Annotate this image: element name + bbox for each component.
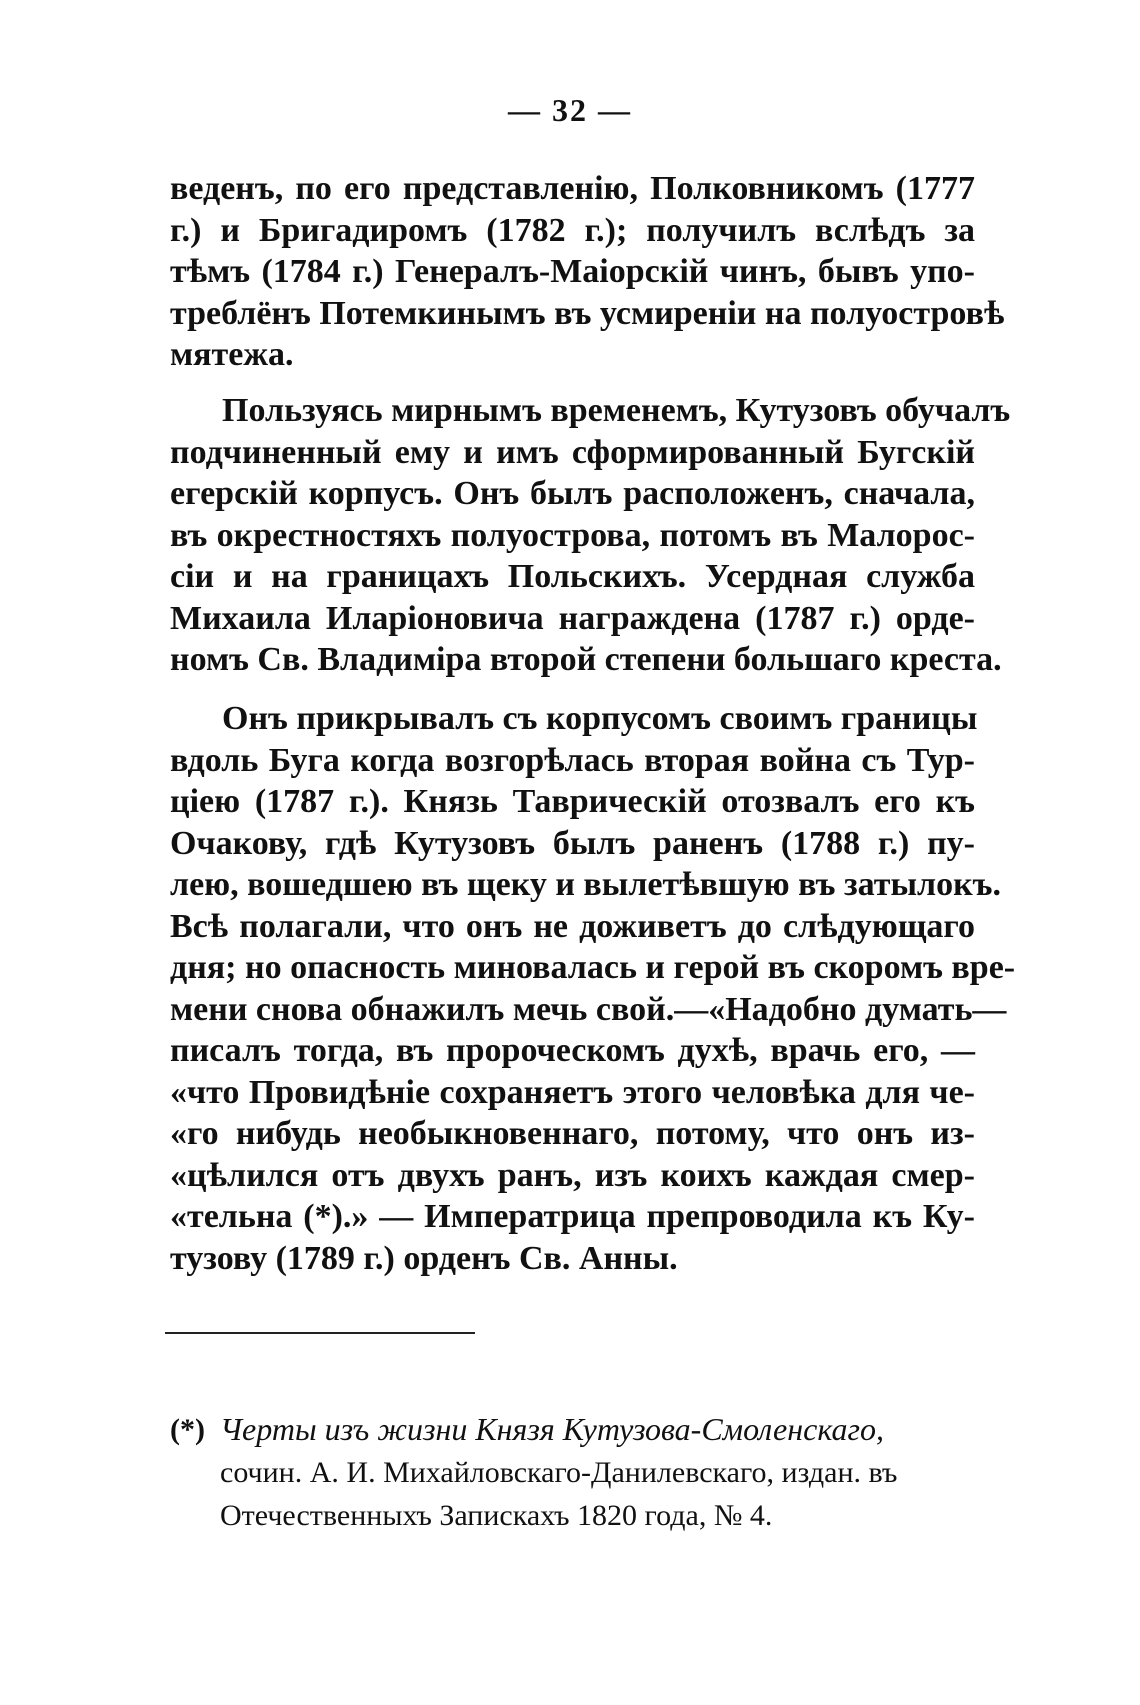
text-line: «цѣлился отъ двухъ ранъ, изъ коихъ каждая смер- [170,1156,975,1194]
text-line: Очакову, гдѣ Кутузовъ былъ раненъ (1788 г.) пу- [170,824,975,862]
text-line: въ окрестностяхъ полуострова, потомъ въ Малорос- [170,516,975,554]
text-line: писалъ тогда, въ пророческомъ духѣ, врачь его, — [170,1032,975,1069]
text-line: мятежа. [170,336,294,373]
paragraph-1 [170,168,1005,376]
footnote-author-line: сочин. А. И. Михайловскаго-Данилевскаго, издан. въ [220,1456,898,1489]
text-line: дня; но опасность миновалась и герой въ скоромъ вре- [170,949,1016,986]
page-number: — 32 — [508,92,632,128]
footnote-source-line: Отечественныхъ Запискахъ 1820 года, № 4. [220,1499,773,1532]
text-line: лею, вошедшею въ щеку и вылетѣвшую въ затылокъ. [170,866,1002,903]
text-line: треблёнъ Потемкинымъ въ усмиреніи на полуостровѣ [170,294,1005,332]
text-line: номъ Св. Владиміра второй степени большаго креста. [170,641,1002,678]
footnote [170,1408,980,1537]
text-line: Пользуясь мирнымъ временемъ, Кутузовъ обучалъ [222,392,1011,429]
text-line: веденъ, по его представленію, Полковникомъ (1777 [170,170,975,207]
paragraph-3 [170,698,1016,1279]
text-line: Михаила Иларіоновича награждена (1787 г.) орде- [170,599,975,637]
paragraph-2 [170,390,1011,681]
text-line: «го нибудь необыкновеннаго, потому, что онъ из- [170,1115,975,1152]
text-line: «что Провидѣніе сохраняетъ этого человѣка для че- [170,1073,975,1111]
text-line: вдоль Буга когда возгорѣлась вторая война съ Тур- [170,741,975,779]
text-line: Всѣ полагали, что онъ не доживетъ до слѣдующаго [170,907,975,945]
text-line: тѣмъ (1784 г.) Генералъ-Маіорскій чинъ, бывъ упо- [170,253,975,290]
footnote-divider [165,1332,475,1334]
text-line: ціею (1787 г.). Князь Таврическій отозвалъ его къ [170,783,975,820]
text-line: сіи и на границахъ Польскихъ. Усердная служба [170,558,975,595]
footnote-title: Черты изъ жизни Князя Кутузова-Смоленскаго, [220,1411,884,1447]
footnote-marker: (*) [170,1413,205,1446]
text-line: тузову (1789 г.) орденъ Св. Анны. [170,1239,678,1277]
text-line: мени снова обнажилъ мечь свой.—«Надобно думать— [170,990,1007,1028]
text-line: «тельна (*).» — Императрица препроводила къ Ку- [170,1198,975,1235]
text-line: егерскій корпусъ. Онъ былъ расположенъ, сначала, [170,475,975,512]
text-line: подчиненный ему и имъ сформированный Бугскій [170,433,975,471]
text-line: Онъ прикрывалъ съ корпусомъ своимъ границы [222,700,978,737]
text-line: г.) и Бригадиромъ (1782 г.); получилъ вслѣдъ за [170,211,975,249]
